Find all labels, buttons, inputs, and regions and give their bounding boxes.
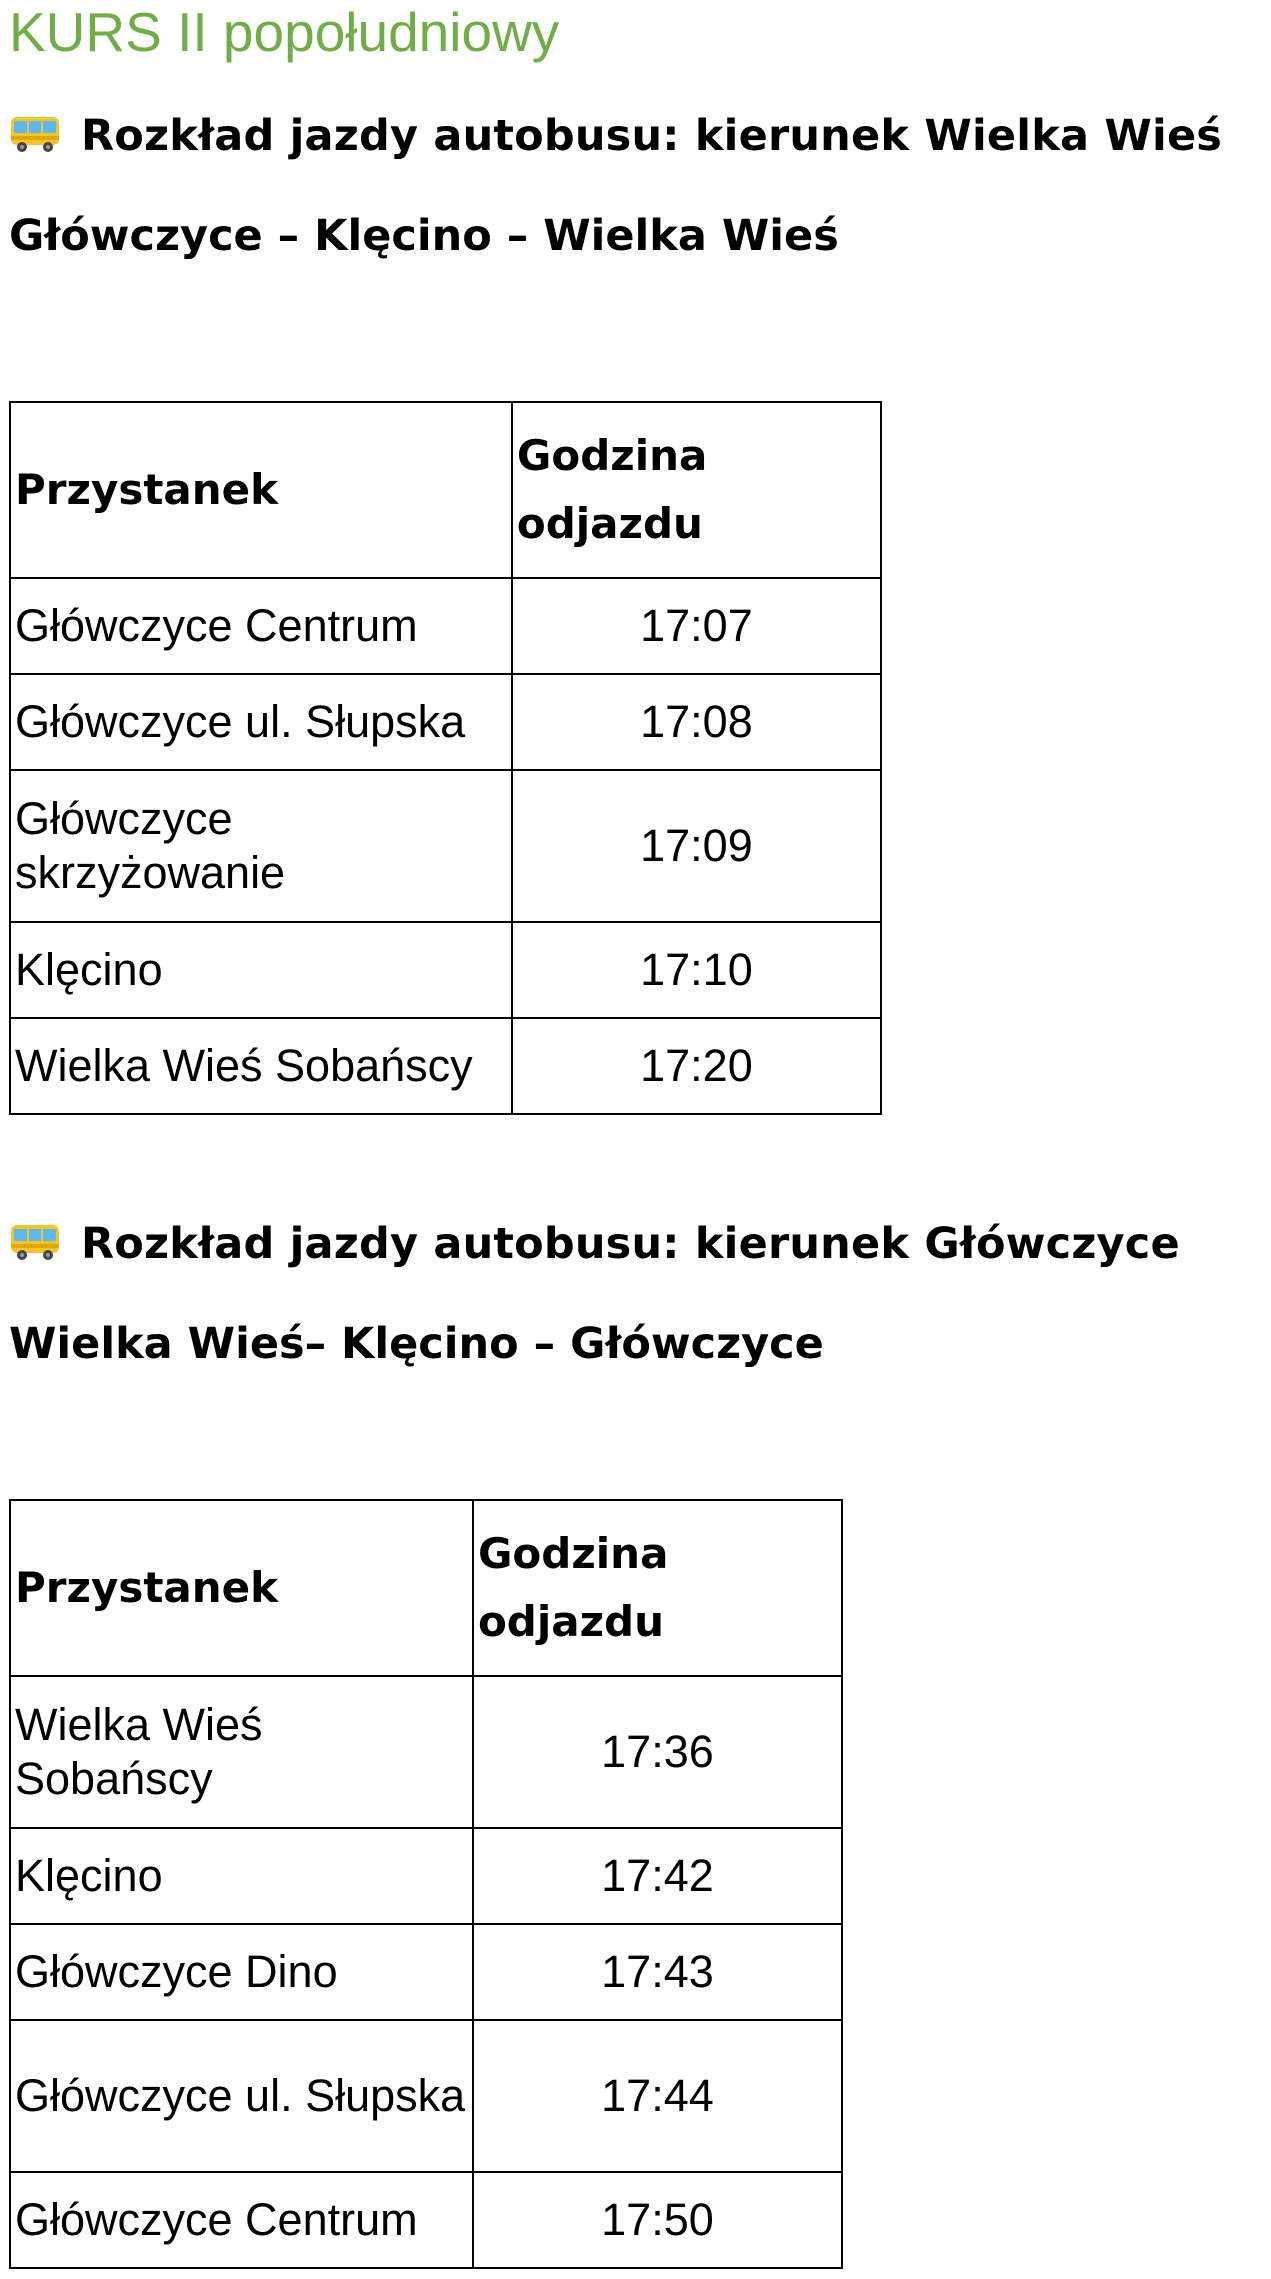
table-row: [10, 1924, 842, 2020]
section-1-heading: [9, 106, 1222, 166]
departure-time: 17:50: [473, 2172, 842, 2268]
stop-name: Klęcino: [10, 1828, 473, 1924]
departure-time: 17:44: [473, 2020, 842, 2172]
table-row: [10, 1676, 842, 1828]
table-row: [10, 1828, 842, 1924]
departure-time: 17:08: [512, 674, 881, 770]
departure-time: 17:20: [512, 1018, 881, 1114]
timetable-1: [9, 401, 882, 1115]
section-2-route: Wielka Wieś– Klęcino – Główczyce: [9, 1319, 824, 1369]
departure-time: 17:07: [512, 578, 881, 674]
stop-name: Wielka Wieś Sobańscy: [10, 1676, 473, 1828]
section-heading-text: Rozkład jazdy autobusu: kierunek Wielka Wieś: [81, 111, 1223, 161]
stop-name: Główczyce Centrum: [10, 2172, 473, 2268]
stop-name: Główczyce ul. Słupska: [10, 2020, 473, 2172]
bus-icon: [9, 1222, 61, 1262]
section-heading-text: Rozkład jazdy autobusu: kierunek Główczyce: [81, 1219, 1180, 1269]
stop-name: Główczyce Centrum: [10, 578, 512, 674]
departure-time: 17:43: [473, 1924, 842, 2020]
stop-name: Główczyce skrzyżowanie: [10, 770, 512, 922]
departure-time: 17:10: [512, 922, 881, 1018]
stop-name: Główczyce Dino: [10, 1924, 473, 2020]
column-header-time: Godzina odjazdu: [512, 402, 881, 578]
table-header-row: [10, 1500, 842, 1676]
table-row: [10, 578, 881, 674]
departure-time: 17:09: [512, 770, 881, 922]
kurs-title: KURS II popołudniowy: [9, 1, 560, 63]
table-row: [10, 1018, 881, 1114]
stop-name: Główczyce ul. Słupska: [10, 674, 512, 770]
table-row: [10, 674, 881, 770]
stop-name: Wielka Wieś Sobańscy: [10, 1018, 512, 1114]
stop-name: Klęcino: [10, 922, 512, 1018]
section-1-route: Główczyce – Klęcino – Wielka Wieś: [9, 211, 839, 261]
section-2-heading: [9, 1214, 1180, 1274]
timetable-2: [9, 1499, 843, 2269]
column-header-stop: Przystanek: [10, 402, 512, 578]
departure-time: 17:36: [473, 1676, 842, 1828]
table-row: [10, 770, 881, 922]
table-row: [10, 2020, 842, 2172]
bus-icon: [9, 114, 61, 154]
column-header-time: Godzina odjazdu: [473, 1500, 842, 1676]
departure-time: 17:42: [473, 1828, 842, 1924]
table-header-row: [10, 402, 881, 578]
table-row: [10, 922, 881, 1018]
table-row: [10, 2172, 842, 2268]
column-header-stop: Przystanek: [10, 1500, 473, 1676]
